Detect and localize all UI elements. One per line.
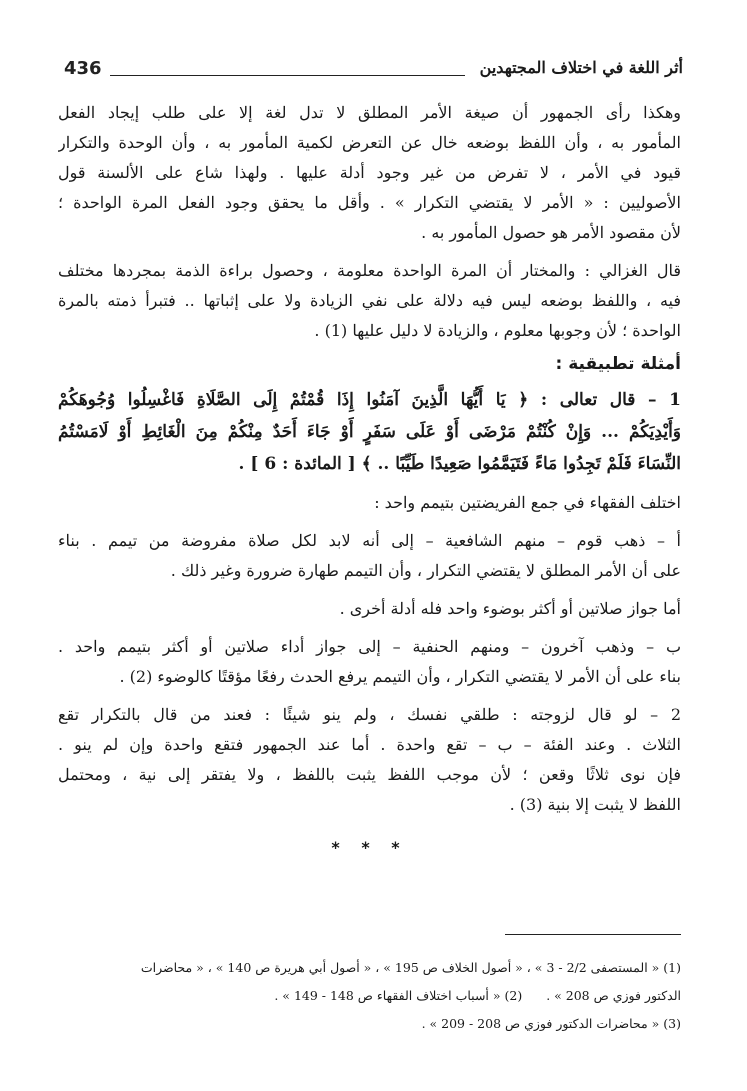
opinion-a-note xyxy=(58,594,681,624)
header-rule xyxy=(110,75,465,76)
text-line: لأن مقصود الأمر هو حصول المأمور به . xyxy=(421,223,681,242)
section-heading: أمثلة تطبيقية : xyxy=(555,354,681,374)
text-line: أ – ذهب قوم – منهم الشافعية – إلى أنه لابد لكل صلاة مفروضة من تيمم . بناء xyxy=(58,531,681,550)
footnote-1: (1) « المستصفى 2/2 - 3 » ، « أصول الخلاف ص 195 » ، « أصول أبي هريرة ص 140 » ، « محاضرات xyxy=(140,960,681,975)
text-line: فإن نوى ثلاثًا وقعن ؛ لأن موجب اللفظ يثبت باللفظ ، ولا يفتقر إلى نية ، ومحتمل xyxy=(58,765,681,784)
text-line: وهكذا رأى الجمهور أن صيغة الأمر المطلق لا تدل لغة إلا على طلب إيجاد الفعل xyxy=(58,103,681,122)
text-line: اللفظ لا يثبت إلا بنية (3) . xyxy=(509,795,681,814)
quran-verse xyxy=(58,384,681,480)
text-line: أما جواز صلاتين أو أكثر بوضوء واحد فله أدلة أخرى . xyxy=(339,599,681,618)
text-line: المأمور به ، وأن اللفظ بوضعه خال عن التعرض لكمية المأمور به ، وأن الوحدة والتكرار xyxy=(58,133,681,152)
footnote-rule xyxy=(505,934,681,935)
text-line: فيه ، واللفظ بوضعه ليس فيه دلالة على نفي الزيادة ولا على إثباتها .. فتبرأ ذمته بالمرة xyxy=(58,291,681,310)
page-body xyxy=(58,98,681,857)
text-line: قيود في الأمر ، لا تفرض من غير وجود أدلة عليها . ولهذا شاع على الألسنة قول xyxy=(58,163,681,182)
footnote-1-continued xyxy=(62,982,681,1010)
text-line: قال الغزالي : والمختار أن المرة الواحدة معلومة ، وحصول براءة الذمة بمجردها مختلف xyxy=(58,261,681,280)
page-number: 436 xyxy=(64,58,102,79)
page-header xyxy=(64,58,683,86)
verse-line: النِّسَاءَ فَلَمْ تَجِدُوا مَاءً فَتَيَمَّمُوا صَعِيدًا طَيِّبًا .. ﴾ [ المائدة : 6 ] . xyxy=(238,454,681,474)
text-line: اختلف الفقهاء في جمع الفريضتين بتيمم واحد : xyxy=(374,493,681,512)
text-line: على أن الأمر المطلق لا يقتضي التكرار ، وأن التيمم طهارة ضرورة وغير ذلك . xyxy=(170,561,681,580)
running-title: أثر اللغة في اختلاف المجتهدين xyxy=(479,58,683,77)
verse-line: وَأَيْدِيَكُمْ ... وَإِنْ كُنْتُمْ مَرْضَى أَوْ عَلَى سَفَرٍ أَوْ جَاءَ أَحَدٌ مِنْكُمْ مِنَ الْغَائِطِ أَوْ لَامَسْتُمُ xyxy=(58,422,681,442)
text-line: الواحدة ؛ لأن وجوبها معلوم ، والزيادة لا دليل عليها (1) . xyxy=(314,321,681,340)
footnote-1-tail: الدكتور فوزي ص 208 » . xyxy=(546,988,681,1003)
text-line: ب – وذهب آخرون – ومنهم الحنفية – إلى جواز أداء صلاتين أو أكثر بتيمم واحد . xyxy=(58,637,681,656)
opinion-a xyxy=(58,526,681,586)
text-line: بناء على أن الأمر لا يقتضي التكرار ، وأن التيمم يرفع الحدث رفعًا مؤقتًا كالوضوء (2) . xyxy=(119,667,681,686)
paragraph-ghazali xyxy=(58,256,681,346)
text-line: الأصوليين : « الأمر لا يقتضي التكرار » . وأقل ما يحقق وجود الفعل المرة الواحدة ؛ xyxy=(58,193,681,212)
footnote-2: (2) « أسباب اختلاف الفقهاء ص 148 - 149 » . xyxy=(274,988,523,1003)
paragraph-majority-view xyxy=(58,98,681,248)
example1-intro xyxy=(58,488,681,518)
footnotes xyxy=(62,954,681,1038)
footnote-3: (3) « محاضرات الدكتور فوزي ص 208 - 209 » . xyxy=(421,1016,681,1031)
example2 xyxy=(58,700,681,820)
text-line: 2 – لو قال لزوجته : طلقي نفسك ، ولم ينو شيئًا : فعند من قال بالتكرار تقع xyxy=(58,705,681,724)
verse-line: 1 – قال تعالى : ﴿ يَا أَيُّهَا الَّذِينَ آمَنُوا إِذَا قُمْتُمْ إِلَى الصَّلَاةِ فَاغْسِلُوا وُجُوهَكُمْ xyxy=(58,390,681,410)
text-line: الثلاث . وعند الفئة – ب – تقع واحدة . أما عند الجمهور فتقع واحدة وإن لم ينو . xyxy=(58,735,681,754)
section-separator: * * * xyxy=(331,838,408,857)
opinion-b xyxy=(58,632,681,692)
